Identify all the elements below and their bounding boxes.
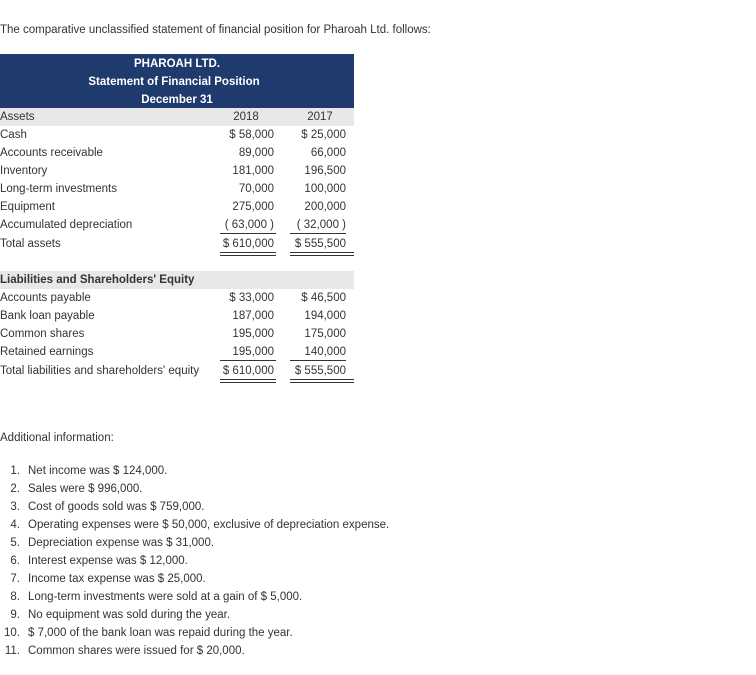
- table-row: [0, 289, 354, 307]
- subtotal-rule-2018: [220, 360, 276, 361]
- value-2018: $ 33,000: [229, 292, 274, 304]
- list-item-text: Interest expense was $ 12,000.: [28, 555, 188, 567]
- row-label: Total liabilities and shareholders' equity: [0, 365, 200, 377]
- table-row: [0, 162, 354, 180]
- list-item-number: 5.: [10, 537, 20, 549]
- table-row: [0, 144, 354, 162]
- table-row: [0, 307, 354, 325]
- total-rule-2018: [220, 252, 276, 256]
- value-2017: $ 25,000: [301, 129, 346, 141]
- value-2018: 195,000: [232, 346, 274, 358]
- subtotal-rule-2017: [290, 360, 346, 361]
- list-item-text: Operating expenses were $ 50,000, exclusive of depreciation expense.: [28, 519, 390, 531]
- list-item-number: 6.: [10, 555, 20, 567]
- value-2018: 187,000: [232, 310, 274, 322]
- value-2018: 89,000: [238, 147, 274, 159]
- row-label: Long-term investments: [0, 183, 117, 195]
- list-item-number: 4.: [10, 519, 20, 531]
- list-item-text: $ 7,000 of the bank loan was repaid during the year.: [28, 627, 293, 639]
- row-label: Cash: [0, 129, 27, 141]
- assets-heading-row: [0, 108, 354, 126]
- value-2017: $ 555,500: [294, 238, 346, 250]
- value-2017: 175,000: [304, 328, 346, 340]
- assets-heading: Assets: [0, 111, 35, 123]
- table-row: [0, 343, 354, 361]
- list-item-text: Net income was $ 124,000.: [28, 465, 168, 477]
- value-2018: $ 610,000: [222, 365, 274, 377]
- table-row: [0, 325, 354, 343]
- row-label: Common shares: [0, 328, 85, 340]
- row-label: Inventory: [0, 165, 48, 177]
- row-label: Accounts payable: [0, 292, 91, 304]
- value-2017: $ 555,500: [294, 365, 346, 377]
- value-2017: 196,500: [304, 165, 346, 177]
- value-2018: 275,000: [232, 201, 274, 213]
- row-label: Total assets: [0, 238, 61, 250]
- row-label: Equipment: [0, 201, 55, 213]
- list-item-text: Long-term investments were sold at a gain of $ 5,000.: [28, 591, 303, 603]
- total-rule-2017: [290, 379, 354, 383]
- liabilities-heading-row: [0, 271, 354, 289]
- list-item-number: 1.: [10, 465, 20, 477]
- list-item-text: No equipment was sold during the year.: [28, 609, 231, 621]
- additional-info-heading: Additional information:: [0, 432, 114, 444]
- liabilities-heading: Liabilities and Shareholders' Equity: [0, 274, 195, 286]
- table-row: [0, 216, 354, 234]
- total-rule-2018: [220, 379, 276, 383]
- value-2018: 195,000: [232, 328, 274, 340]
- subtotal-rule-2017: [290, 233, 346, 234]
- total-rule-2017: [290, 252, 354, 256]
- list-item-number: 7.: [10, 573, 20, 585]
- row-label: Bank loan payable: [0, 310, 95, 322]
- year-2017-header: 2017: [307, 111, 333, 123]
- company-name: PHAROAH LTD.: [133, 58, 221, 70]
- year-2018-header: 2018: [233, 111, 259, 123]
- row-label: Accumulated depreciation: [0, 219, 133, 231]
- value-2018: $ 58,000: [229, 129, 274, 141]
- value-2017: $ 46,500: [301, 292, 346, 304]
- value-2017: 100,000: [304, 183, 346, 195]
- total-assets-row: [0, 235, 354, 253]
- list-item-text: Common shares were issued for $ 20,000.: [28, 645, 245, 657]
- statement-header: [0, 54, 354, 108]
- list-item-text: Income tax expense was $ 25,000.: [28, 573, 206, 585]
- value-2018: $ 610,000: [222, 238, 274, 250]
- value-2017: ( 32,000 ): [296, 219, 346, 231]
- value-2017: 140,000: [304, 346, 346, 358]
- list-item-text: Sales were $ 996,000.: [28, 483, 143, 495]
- value-2017: 194,000: [304, 310, 346, 322]
- list-item-number: 9.: [10, 609, 20, 621]
- table-row: [0, 198, 354, 216]
- list-item-number: 8.: [10, 591, 20, 603]
- table-row: [0, 126, 354, 144]
- value-2017: 66,000: [310, 147, 346, 159]
- total-liabilities-row: [0, 362, 354, 380]
- value-2018: 181,000: [232, 165, 274, 177]
- row-label: Retained earnings: [0, 346, 94, 358]
- value-2018: ( 63,000 ): [224, 219, 274, 231]
- statement-title: Statement of Financial Position: [88, 76, 260, 88]
- list-item-number: 3.: [10, 501, 20, 513]
- intro-text: The comparative unclassified statement of financial position for Pharoah Ltd. follows:: [0, 24, 431, 36]
- list-item-number: 2.: [10, 483, 20, 495]
- list-item-number: 10.: [4, 627, 20, 639]
- table-row: [0, 180, 354, 198]
- statement-date: December 31: [141, 94, 213, 106]
- subtotal-rule-2018: [220, 233, 276, 234]
- value-2017: 200,000: [304, 201, 346, 213]
- list-item-text: Depreciation expense was $ 31,000.: [28, 537, 215, 549]
- row-label: Accounts receivable: [0, 147, 103, 159]
- value-2018: 70,000: [238, 183, 274, 195]
- list-item-text: Cost of goods sold was $ 759,000.: [28, 501, 205, 513]
- list-item-number: 11.: [4, 645, 20, 657]
